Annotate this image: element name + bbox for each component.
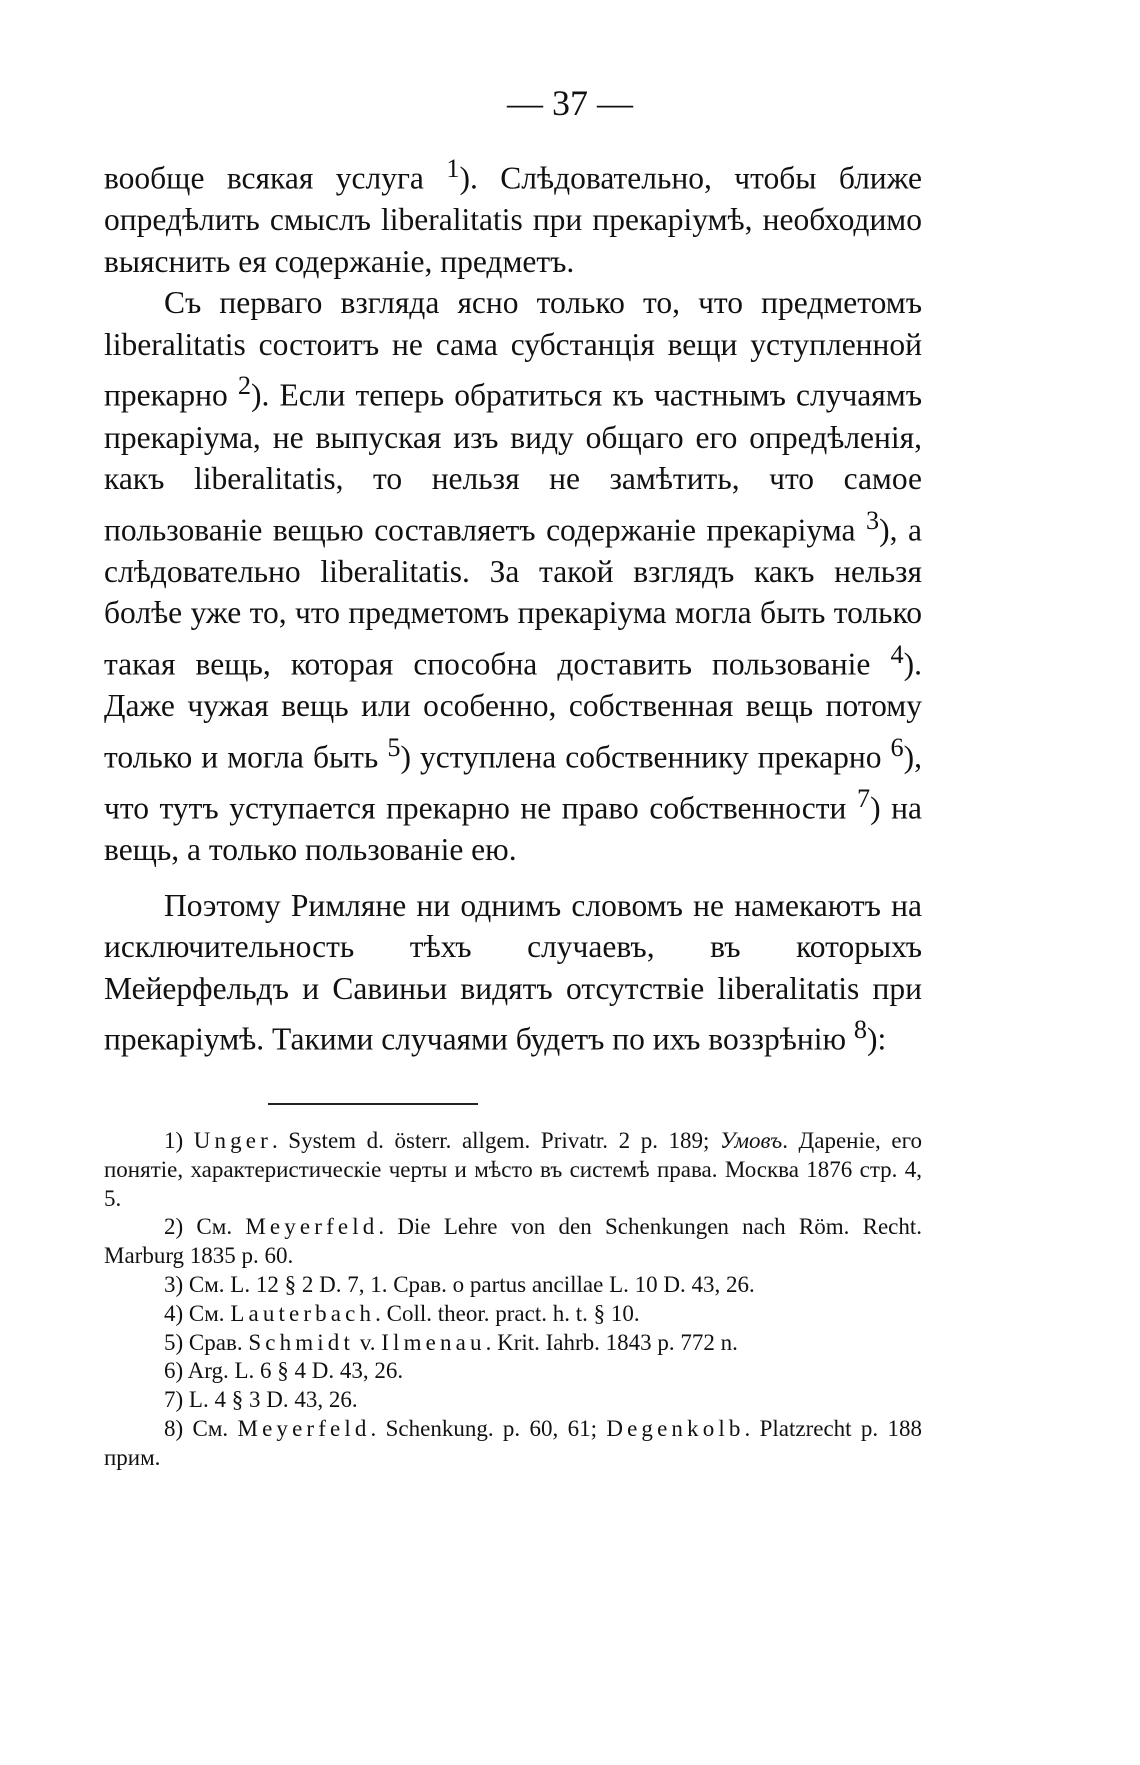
footnote-1-num: 1) [164, 1128, 194, 1153]
footnote-2 [104, 1213, 922, 1271]
footnote-5-text: v. [353, 1329, 382, 1355]
footnote-6-text: 6) Arg. L. 6 § 4 D. 43, 26. [164, 1358, 404, 1384]
footnote-8-num: 8) См. [164, 1415, 238, 1441]
paragraph-2-text-7: ) на вещь, а только пользованіе ею. [104, 790, 922, 867]
footnote-divider [268, 1103, 478, 1105]
footnote-8-author: Meyerfeld [237, 1415, 371, 1441]
footnote-3 [104, 1271, 922, 1300]
footnote-2-num: 2) См. [164, 1214, 246, 1240]
footnote-4-text: . Coll. theor. pract. h. t. § 10. [375, 1300, 640, 1326]
paragraph-1 [104, 148, 922, 282]
footnote-5-num: 5) Срав. [164, 1329, 249, 1355]
footnote-6 [104, 1357, 922, 1386]
footnote-4-num: 4) См. [164, 1300, 231, 1326]
paragraph-3-text-cont: ): [866, 1021, 887, 1057]
footnotes [104, 1127, 922, 1473]
footnote-2-author: Meyerfeld [245, 1214, 379, 1240]
footnote-1-author: Unger [193, 1128, 272, 1153]
paragraph-2-text-1: Съ перваго взгляда ясно только то, что предметомъ liberalitatis состоитъ не сама субстанція вещи уступленной прекарно [104, 285, 922, 413]
footnote-7 [104, 1386, 922, 1415]
paragraph-2-text-5: ) уступлена собственнику прекарно [400, 739, 891, 775]
footnote-2-text: . Die Lehre von den Schenkungen nach Röm. Recht. Marburg 1835 p. 60. [104, 1214, 922, 1269]
paragraph-3 [104, 885, 922, 1061]
footnote-4-author: Lauterbach [230, 1300, 376, 1326]
footnote-8-text: . Schenkung. p. 60, 61; [370, 1415, 607, 1441]
footnote-5-author: Schmidt [248, 1329, 354, 1355]
footnote-7-text: 7) L. 4 § 3 D. 43, 26. [164, 1387, 358, 1413]
paragraph-1-text: вообще всякая услуга [104, 160, 447, 196]
footnote-3-text: 3) См. L. 12 § 2 D. 7, 1. Срав. o partus ancillae L. 10 D. 43, 26. [164, 1271, 755, 1297]
footnote-ref-3: 3 [865, 505, 880, 535]
footnote-ref-2: 2 [237, 371, 252, 401]
footnote-4 [104, 1300, 922, 1329]
paragraph-1-text-cont: ). Слѣдовательно, чтобы ближе опредѣлить смыслъ liberalitatis при прекаріумѣ, необходимо выяснить ея содержаніе, предметъ. [104, 160, 922, 279]
footnote-1-author-2: Умовъ [720, 1128, 783, 1153]
footnote-ref-5: 5 [387, 732, 401, 762]
footnote-ref-7: 7 [856, 783, 871, 813]
footnote-5-text-2: . Krit. Iahrb. 1843 p. 772 n. [485, 1329, 738, 1355]
footnote-ref-6: 6 [890, 732, 904, 762]
footnote-8-author-2: Degenkolb [606, 1415, 745, 1441]
paragraph-2-text-6: ), что тутъ уступается прекарно не право собственности [104, 739, 922, 826]
footnote-5-author-2: Ilmenau [381, 1329, 486, 1355]
page-number: — 37 — [507, 83, 633, 123]
footnote-1-text-2: . Дареніе, его понятіе, характеристическіе черты и мѣсто въ системѣ права. Москва 1876 стр. 4, 5. [104, 1128, 922, 1211]
footnote-8-text-2: . Platzrecht p. 188 прим. [104, 1415, 922, 1470]
footnote-ref-4: 4 [890, 640, 904, 670]
paragraph-3-text: Поэтому Римляне ни однимъ словомъ не намекаютъ на исключительность тѣхъ случаевъ, въ которыхъ Мейерфельдъ и Савиньи видятъ отсутствіе liberalitatis при прекаріумѣ. Такими случаями будетъ по ихъ воззрѣнію [104, 887, 922, 1057]
footnote-ref-8: 8 [853, 1015, 867, 1045]
paragraph-2-text-4: ). Даже чужая вещь или особенно, собственная вещь потому только и могла быть [104, 646, 922, 775]
footnote-ref-1: 1 [446, 154, 460, 183]
footnote-1-text: . System d. österr. allgem. Privatr. 2 p. 189; [271, 1128, 721, 1153]
footnote-5 [104, 1329, 922, 1358]
paragraph-2 [104, 282, 922, 870]
footnote-8 [104, 1415, 922, 1473]
paragraph-2-text-3: ), а слѣдовательно liberalitatis. За такой взглядъ какъ нельзя болѣе уже то, что предметомъ прекаріума могла быть только такая вещь, которая способна доставить пользованіе [104, 512, 922, 682]
paragraph-2-text-2: ). Если теперь обратиться къ частнымъ случаямъ прекаріума, не выпуская изъ виду общаго его опредѣленія, какъ liberalitatis, то нельзя не замѣтить, что самое пользованіе вещью составляетъ содержаніе прекаріума [104, 377, 922, 548]
main-text [104, 148, 922, 1060]
footnote-1 [104, 1127, 922, 1213]
